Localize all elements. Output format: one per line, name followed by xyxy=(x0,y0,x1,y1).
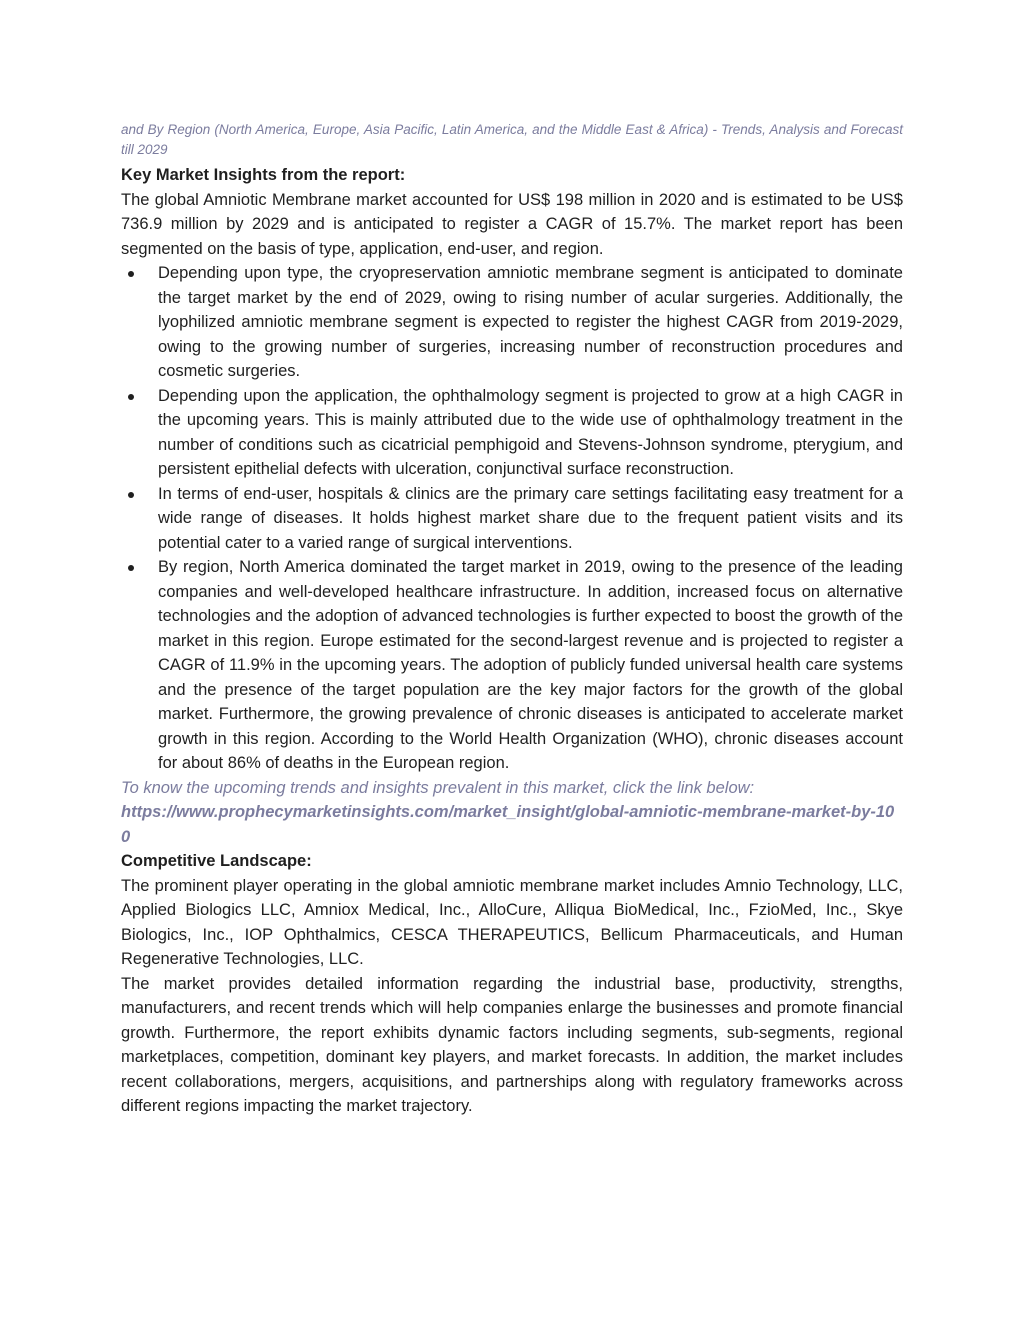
bullet-icon xyxy=(128,394,134,400)
competitive-paragraph: The prominent player operating in the global amniotic membrane market includes Amnio Technology, LLC, Applied Biologics LLC, Amniox Medical, Inc., AlloCure, Alliqua BioMedical, Inc., FzioMed, Inc., Skye Biologics, Inc., IOP Ophthalmics, CESCA THERAPEUTICS, Bellicum Pharmaceuticals, and Human Regenerative Technologies, LLC. xyxy=(121,876,903,968)
closing-paragraph: The market provides detailed information regarding the industrial base, productivity, strengths, manufacturers, and recent trends which will help companies enlarge the businesses and promote financial growth. Furthermore, the report exhibits dynamic factors including segments, sub-segments, regional marketplaces, competition, dominant key players, and market forecasts. In addition, the market includes recent collaborations, mergers, acquisitions, and partnerships along with regulatory frameworks across different regions impacting the market trajectory. xyxy=(121,974,903,1115)
list-item xyxy=(158,555,903,776)
key-insights-heading: Key Market Insights from the report: xyxy=(121,166,406,184)
document-page xyxy=(121,120,903,1119)
bullet-text: By region, North America dominated the target market in 2019, owing to the presence of the leading companies and well-developed healthcare infrastructure. In addition, increased focus on alternative technologies and the adoption of advanced technologies is further expected to boost the growth of the market in this region. Europe estimated for the second-largest revenue and is projected to register a CAGR of 11.9% in the upcoming years. The adoption of publicly funded universal health care systems and the presence of the target population are the key major factors for the growth of the global market. Furthermore, the growing prevalence of chronic diseases is anticipated to accelerate market growth in this region. According to the World Health Organization (WHO), chronic diseases account for about 86% of deaths in the European region. xyxy=(158,558,903,772)
intro-paragraph: The global Amniotic Membrane market accounted for US$ 198 million in 2020 and is estimated to be US$ 736.9 million by 2029 and is anticipated to register a CAGR of 15.7%. The market report has been segmented on the basis of type, application, end-user, and region. xyxy=(121,190,903,258)
cta-text: To know the upcoming trends and insights prevalent in this market, click the link below: xyxy=(121,778,755,797)
bullet-icon xyxy=(128,565,134,571)
competitive-landscape-heading: Competitive Landscape: xyxy=(121,852,312,870)
list-item xyxy=(158,482,903,556)
bullet-text: In terms of end-user, hospitals & clinics are the primary care settings facilitating easy treatment for a wide range of diseases. It holds highest market share due to the frequent patient visits and its potential cater to a varied range of surgical interventions. xyxy=(158,484,903,552)
bullet-icon xyxy=(128,271,134,277)
bullet-text: Depending upon the application, the ophthalmology segment is projected to grow at a high CAGR in the upcoming years. This is mainly attributed due to the wide use of ophthalmology treatment in the number of conditions such as cicatricial pemphigoid and Stevens-Johnson syndrome, pterygium, and persistent epithelial defects with ulceration, conjunctival surface reconstruction. xyxy=(158,386,903,478)
report-link[interactable]: https://www.prophecymarketinsights.com/market_insight/global-amniotic-membrane-market-by-100 xyxy=(121,803,895,846)
list-item xyxy=(158,261,903,384)
report-subtitle: and By Region (North America, Europe, Asia Pacific, Latin America, and the Middle East & Africa) - Trends, Analysis and Forecast till 2029 xyxy=(121,122,903,157)
insights-bullet-list xyxy=(121,261,903,776)
list-item xyxy=(158,384,903,482)
bullet-text: Depending upon type, the cryopreservation amniotic membrane segment is anticipated to dominate the target market by the end of 2029, owing to rising number of acular surgeries. Additionally, the lyophilized amniotic membrane segment is expected to register the highest CAGR from 2019-2029, owing to the growing number of surgeries, increasing number of reconstruction procedures and cosmetic surgeries. xyxy=(158,264,903,380)
bullet-icon xyxy=(128,492,134,498)
